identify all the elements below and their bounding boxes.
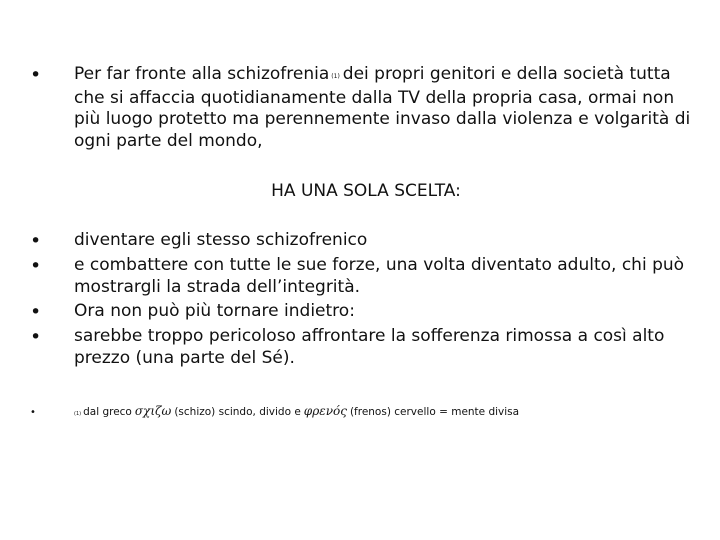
footnote-text-1: dal greco [83, 406, 132, 418]
footnote-greek-2: φρενός [303, 404, 347, 418]
bullet-icon: • [30, 301, 42, 323]
list-item-text: diventare egli stesso schizofrenico [74, 230, 368, 250]
bullet-icon: • [30, 230, 42, 252]
choices-list [30, 230, 700, 372]
list-item [30, 326, 700, 369]
intro-text [74, 64, 694, 152]
list-item [30, 230, 700, 252]
list-item-text: e combattere con tutte le sue forze, una volta diventato adulto, chi può mostrargli la strada dell’integrità. [74, 255, 685, 297]
bullet-icon: • [30, 64, 42, 86]
bullet-icon: • [30, 407, 36, 418]
intro-paragraph [30, 64, 700, 152]
footnote-text-2: (schizo) scindo, divido e [174, 406, 301, 418]
footnote-greek-1: σχιζω [134, 404, 172, 418]
footnote-text-3: (frenos) cervello = mente divisa [349, 406, 520, 418]
heading: HA UNA SOLA SCELTA: [271, 181, 461, 201]
footnote-reference: (1) [331, 73, 340, 80]
intro-text-after: dei propri genitori e della società tutta che si affaccia quotidianamente dalla TV della propria casa, ormai non più luogo protetto ma perennemente invaso dalla violenza e volgarità di ogni parte del mondo, [74, 64, 691, 151]
bullet-icon: • [30, 255, 42, 277]
footnote-mark: (1) [74, 411, 82, 417]
footnote [30, 403, 519, 422]
list-item [30, 255, 700, 298]
list-item-text: sarebbe troppo pericoloso affrontare la sofferenza rimossa a così alto prezzo (una parte del Sé). [74, 326, 665, 368]
intro-text-before: Per far fronte alla schizofrenia [74, 64, 330, 84]
bullet-icon: • [30, 326, 42, 348]
list-item-text: Ora non può più tornare indietro: [74, 301, 355, 321]
list-item [30, 301, 700, 323]
